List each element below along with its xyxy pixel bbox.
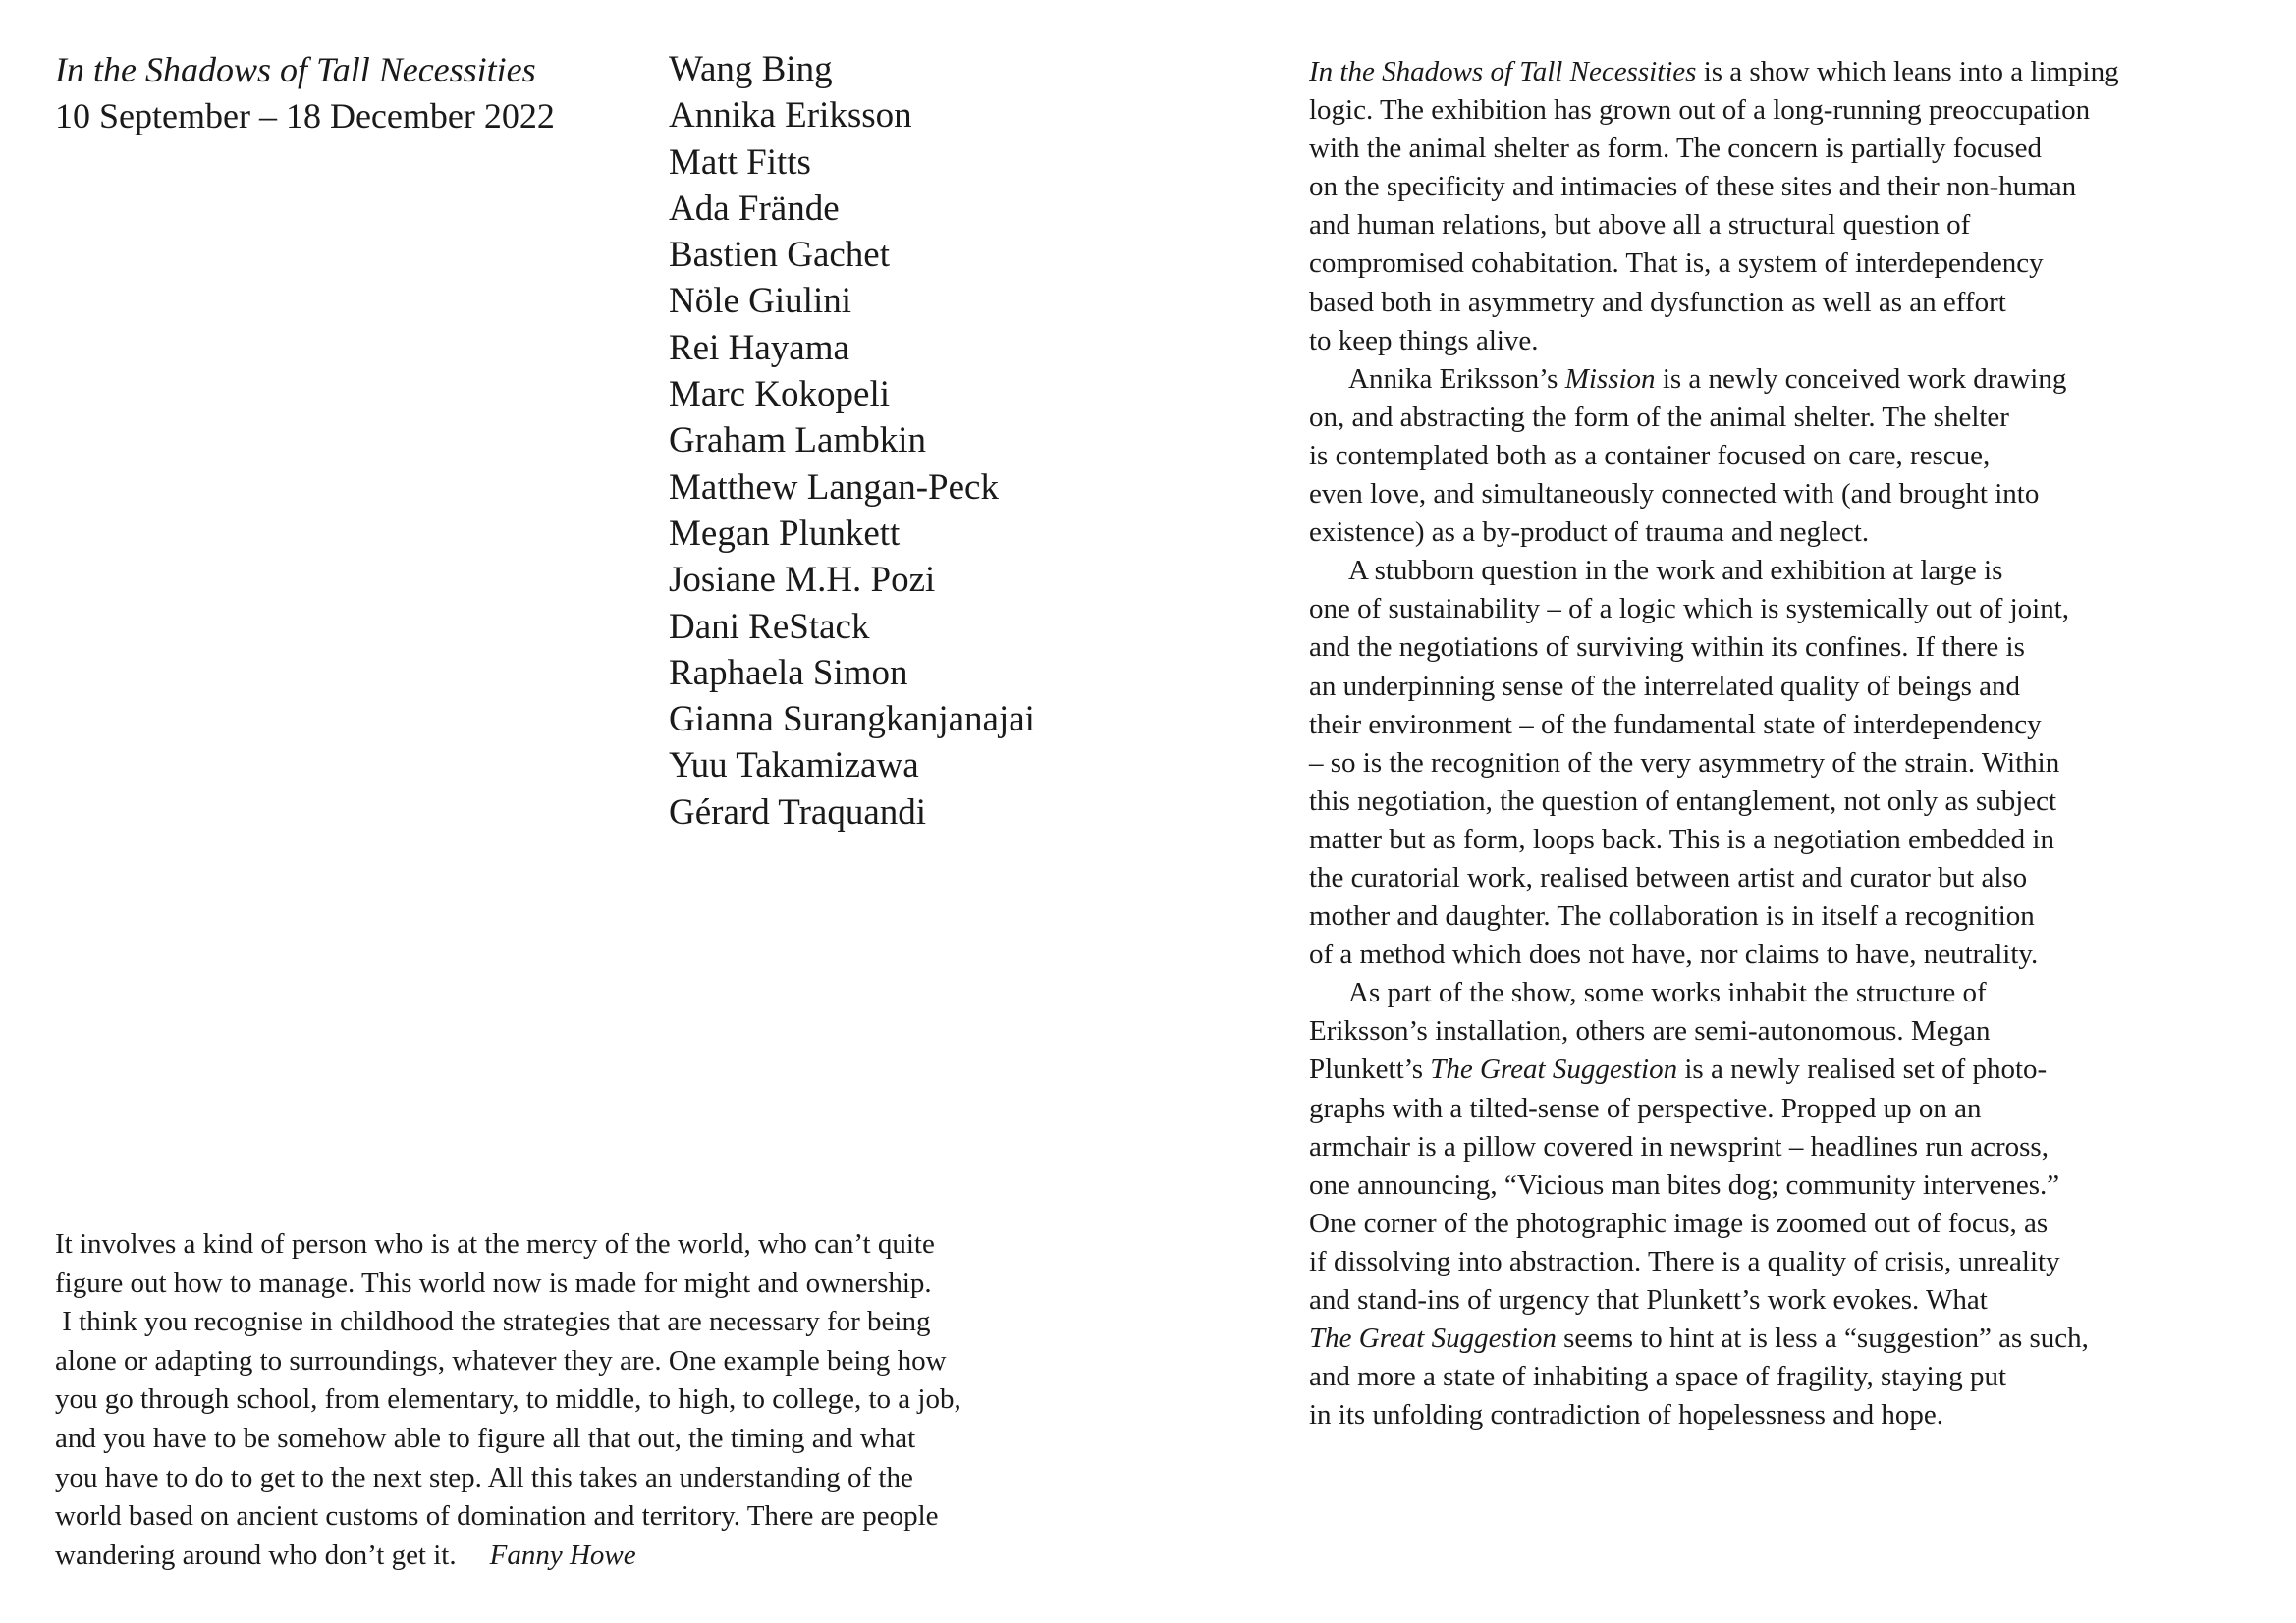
artist-name: Graham Lambkin	[669, 420, 926, 461]
essay-work-title: The Great Suggestion	[1430, 1054, 1678, 1086]
essay-line: existence) as a by-product of trauma and neglect.	[1309, 516, 1870, 549]
artist-name: Rei Hayama	[669, 327, 849, 368]
essay-line: – so is the recognition of the very asymmetry of the strain. Within	[1309, 746, 2060, 779]
essay-line: to keep things alive.	[1309, 324, 1539, 356]
artist-name: Gianna Surangkanjanajai	[669, 699, 1035, 740]
quote-line: alone or adapting to surroundings, whatever they are. One example being how	[55, 1344, 947, 1377]
artist-name: Megan Plunkett	[669, 513, 901, 554]
essay-line: one announcing, “Vicious man bites dog; community intervenes.”	[1309, 1168, 2060, 1201]
artist-name: Marc Kokopeli	[669, 374, 891, 415]
quote-line: world based on ancient customs of domination and territory. There are people	[55, 1500, 939, 1533]
artist-name: Bastien Gachet	[669, 235, 890, 276]
artist-name: Nöle Giulini	[669, 281, 852, 322]
essay-line: graphs with a tilted-sense of perspective. Propped up on an	[1309, 1092, 1982, 1124]
essay-line: in its unfolding contradiction of hopelessness and hope.	[1309, 1399, 1943, 1432]
artist-name: Annika Eriksson	[669, 95, 912, 136]
essay-line: logic. The exhibition has grown out of a long-running preoccupation	[1309, 94, 2091, 127]
artist-name: Josiane M.H. Pozi	[669, 560, 936, 601]
essay-line: A stubborn question in the work and exhibition at large is	[1348, 555, 2003, 587]
artist-name: Raphaela Simon	[669, 652, 908, 693]
artist-list	[669, 46, 1219, 836]
essay-line: even love, and simultaneously connected with (and brought into	[1309, 478, 2040, 511]
artist-name: Wang Bing	[669, 49, 833, 89]
essay-line: one of sustainability – of a logic which is systemically out of joint,	[1309, 593, 2070, 625]
essay-text-fragment: is a newly conceived work drawing	[1655, 362, 2067, 395]
artist-name: Ada Frände	[669, 188, 840, 229]
essay-line: and the negotiations of surviving within its confines. If there is	[1309, 631, 2025, 664]
quote-last-line	[55, 1537, 1116, 1576]
essay-text-fragment: Plunkett’s	[1309, 1054, 1431, 1086]
essay-line: is contemplated both as a container focused on care, rescue,	[1309, 439, 1991, 471]
essay-exhibition-title: In the Shadows of Tall Necessities	[1309, 56, 1697, 87]
essay-line	[1309, 53, 2252, 91]
quote-line: figure out how to manage. This world now is made for might and ownership.	[55, 1267, 932, 1299]
artist-name: Matt Fitts	[669, 141, 811, 183]
essay-work-title: Mission	[1564, 362, 1656, 395]
essay-line	[1309, 360, 2252, 399]
essay-line: of a method which does not have, nor claims to have, neutrality.	[1309, 939, 2039, 971]
essay-line	[1309, 1320, 2252, 1358]
essay-line: matter but as form, loops back. This is a negotiation embedded in	[1309, 823, 2054, 855]
essay-line: and stand-ins of urgency that Plunkett’s work evokes. What	[1309, 1284, 1988, 1316]
essay-line: based both in asymmetry and dysfunction as well as an effort	[1309, 286, 2006, 318]
essay-text-fragment: Annika Eriksson’s	[1348, 362, 1565, 395]
essay-line	[1309, 1051, 2252, 1089]
essay-line: and human relations, but above all a structural question of	[1309, 209, 1971, 242]
essay-text-fragment: seems to hint at is less a “suggestion” as such,	[1556, 1323, 2089, 1355]
artist-name: Yuu Takamizawa	[669, 745, 919, 786]
essay-line: with the animal shelter as form. The concern is partially focused	[1309, 133, 2042, 165]
essay-line: on the specificity and intimacies of these sites and their non-human	[1309, 171, 2077, 203]
quote-block	[55, 1225, 1116, 1575]
essay-line: their environment – of the fundamental state of interdependency	[1309, 708, 2042, 740]
essay-line: the curatorial work, realised between artist and curator but also	[1309, 861, 2028, 893]
exhibition-title: In the Shadows of Tall Necessities	[55, 50, 536, 89]
artist-name: Gérard Traquandi	[669, 791, 927, 833]
essay-line: One corner of the photographic image is zoomed out of focus, as	[1309, 1207, 2049, 1239]
essay-line: and more a state of inhabiting a space of fragility, staying put	[1309, 1361, 2007, 1393]
exhibition-dates: 10 September – 18 December 2022	[55, 96, 555, 135]
quote-line: and you have to be somehow able to figure all that out, the timing and what	[55, 1422, 916, 1454]
essay-text-fragment: is a show which leans into a limping	[1696, 56, 2119, 87]
essay-text	[1309, 53, 2252, 1434]
essay-line: mother and daughter. The collaboration is in itself a recognition	[1309, 900, 2035, 933]
essay-line: on, and abstracting the form of the animal shelter. The shelter	[1309, 401, 2009, 433]
essay-line: As part of the show, some works inhabit the structure of	[1348, 977, 1987, 1009]
quote-line: It involves a kind of person who is at the mercy of the world, who can’t quite	[55, 1228, 935, 1260]
quote-line: you have to do to get to the next step. All this takes an understanding of the	[55, 1461, 913, 1493]
essay-line: an underpinning sense of the interrelated quality of beings and	[1309, 670, 2020, 702]
essay-line: Eriksson’s installation, others are semi-autonomous. Megan	[1309, 1015, 1991, 1048]
artist-name: Matthew Langan-Peck	[669, 466, 999, 508]
quote-author: Fanny Howe	[489, 1539, 636, 1571]
essay-work-title: The Great Suggestion	[1309, 1323, 1557, 1355]
essay-line: this negotiation, the question of entanglement, not only as subject	[1309, 784, 2057, 817]
essay-line: armchair is a pillow covered in newsprint – headlines run across,	[1309, 1130, 2049, 1163]
quote-line: wandering around who don’t get it.	[55, 1539, 457, 1571]
essay-line: if dissolving into abstraction. There is a quality of crisis, unreality	[1309, 1245, 2060, 1277]
quote-line: you go through school, from elementary, to middle, to high, to college, to a job,	[55, 1383, 961, 1416]
exhibition-header	[55, 47, 644, 139]
essay-line: compromised cohabitation. That is, a system of interdependency	[1309, 247, 2044, 280]
essay-text-fragment: is a newly realised set of photo-	[1677, 1054, 2048, 1086]
artist-name: Dani ReStack	[669, 606, 870, 647]
quote-line: I think you recognise in childhood the strategies that are necessary for being	[55, 1306, 931, 1338]
